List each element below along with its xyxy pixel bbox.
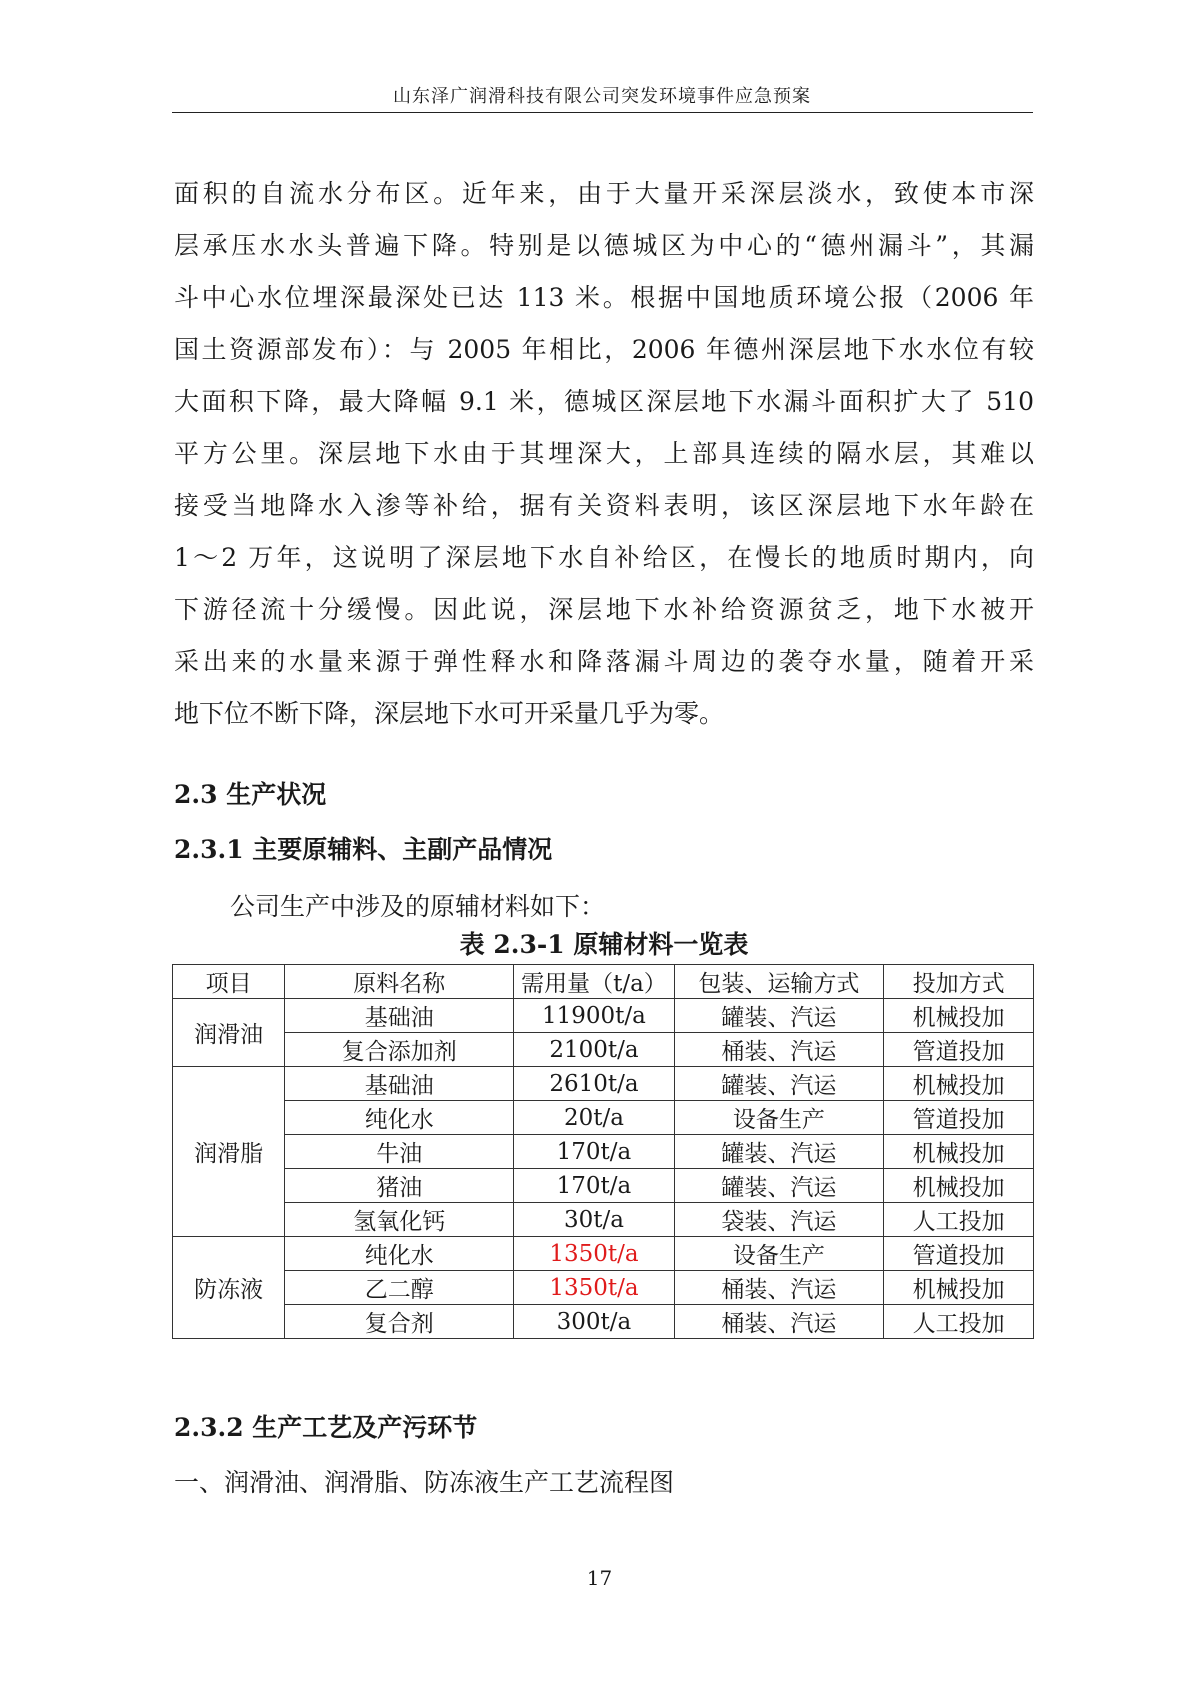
group-cell: 润滑油 <box>173 999 285 1067</box>
column-header: 项目 <box>173 965 285 999</box>
paragraph-line: 采出来的水量来源于弹性释水和降落漏斗周边的袭夺水量，随着开采 <box>174 647 1034 676</box>
feeding-cell: 机械投加 <box>884 999 1034 1033</box>
table-row <box>173 1033 1034 1067</box>
material-name-cell: 复合添加剂 <box>285 1033 514 1067</box>
packaging-cell: 罐装、汽运 <box>674 1169 883 1203</box>
table-caption: 表 2.3-1 原辅材料一览表 <box>459 930 749 959</box>
table-row <box>173 1169 1034 1203</box>
material-name-cell: 复合剂 <box>285 1305 514 1339</box>
paragraph-line: 地下位不断下降，深层地下水可开采量几乎为零。 <box>174 699 725 728</box>
paragraph-line: 1～2 万年，这说明了深层地下水自补给区，在慢长的地质时期内，向 <box>174 543 1034 572</box>
packaging-cell: 桶装、汽运 <box>674 1033 883 1067</box>
section-heading: 2.3 生产状况 <box>174 780 327 809</box>
table-row <box>173 1135 1034 1169</box>
feeding-cell: 机械投加 <box>884 1135 1034 1169</box>
amount-cell-highlighted: 1350t/a <box>514 1237 674 1271</box>
feeding-cell: 人工投加 <box>884 1305 1034 1339</box>
feeding-cell: 机械投加 <box>884 1067 1034 1101</box>
table-row <box>173 1067 1034 1101</box>
amount-cell-highlighted: 1350t/a <box>514 1271 674 1305</box>
column-header: 包装、运输方式 <box>674 965 883 999</box>
material-name-cell: 猪油 <box>285 1169 514 1203</box>
feeding-cell: 管道投加 <box>884 1101 1034 1135</box>
packaging-cell: 桶装、汽运 <box>674 1271 883 1305</box>
table-row <box>173 1271 1034 1305</box>
group-cell: 防冻液 <box>173 1237 285 1339</box>
amount-cell: 20t/a <box>514 1101 674 1135</box>
paragraph-line: 面积的自流水分布区。近年来，由于大量开采深层淡水，致使本市深 <box>174 179 1034 208</box>
table-row <box>173 1305 1034 1339</box>
table-row <box>173 1203 1034 1237</box>
header-divider <box>172 112 1033 113</box>
column-header: 需用量（t/a） <box>514 965 674 999</box>
paragraph-line: 层承压水水头普遍下降。特别是以德城区为中心的“德州漏斗”，其漏 <box>174 231 1034 260</box>
page-number: 17 <box>586 1566 613 1590</box>
amount-cell: 2610t/a <box>514 1067 674 1101</box>
table-header-row <box>173 965 1034 999</box>
paragraph-line: 国土资源部发布）：与 2005 年相比，2006 年德州深层地下水水位有较 <box>174 335 1034 364</box>
material-name-cell: 纯化水 <box>285 1237 514 1271</box>
material-name-cell: 基础油 <box>285 999 514 1033</box>
table-row <box>173 999 1034 1033</box>
amount-cell: 170t/a <box>514 1135 674 1169</box>
packaging-cell: 袋装、汽运 <box>674 1203 883 1237</box>
material-name-cell: 氢氧化钙 <box>285 1203 514 1237</box>
subsection-heading: 2.3.1 主要原辅料、主副产品情况 <box>174 835 553 864</box>
material-name-cell: 乙二醇 <box>285 1271 514 1305</box>
packaging-cell: 设备生产 <box>674 1237 883 1271</box>
material-name-cell: 纯化水 <box>285 1101 514 1135</box>
paragraph-line: 斗中心水位埋深最深处已达 113 米。根据中国地质环境公报（2006 年 <box>174 283 1034 312</box>
material-name-cell: 基础油 <box>285 1067 514 1101</box>
column-header: 原料名称 <box>285 965 514 999</box>
paragraph-line: 接受当地降水入渗等补给，据有关资料表明，该区深层地下水年龄在 <box>174 491 1034 520</box>
amount-cell: 170t/a <box>514 1169 674 1203</box>
packaging-cell: 罐装、汽运 <box>674 1135 883 1169</box>
packaging-cell: 桶装、汽运 <box>674 1305 883 1339</box>
packaging-cell: 罐装、汽运 <box>674 1067 883 1101</box>
paragraph-line: 下游径流十分缓慢。因此说，深层地下水补给资源贫乏，地下水被开 <box>174 595 1034 624</box>
amount-cell: 300t/a <box>514 1305 674 1339</box>
feeding-cell: 管道投加 <box>884 1033 1034 1067</box>
page-header: 山东泽广润滑科技有限公司突发环境事件应急预案 <box>393 86 811 107</box>
table-row <box>173 1237 1034 1271</box>
table-intro-text: 公司生产中涉及的原辅材料如下： <box>230 892 606 921</box>
feeding-cell: 机械投加 <box>884 1169 1034 1203</box>
amount-cell: 2100t/a <box>514 1033 674 1067</box>
feeding-cell: 机械投加 <box>884 1271 1034 1305</box>
packaging-cell: 设备生产 <box>674 1101 883 1135</box>
feeding-cell: 管道投加 <box>884 1237 1034 1271</box>
amount-cell: 11900t/a <box>514 999 674 1033</box>
body-paragraph <box>174 168 1034 740</box>
subsection-title: 一、润滑油、润滑脂、防冻液生产工艺流程图 <box>174 1468 675 1497</box>
group-cell: 润滑脂 <box>173 1067 285 1237</box>
column-header: 投加方式 <box>884 965 1034 999</box>
packaging-cell: 罐装、汽运 <box>674 999 883 1033</box>
amount-cell: 30t/a <box>514 1203 674 1237</box>
table-row <box>173 1101 1034 1135</box>
materials-table <box>172 964 1034 1339</box>
feeding-cell: 人工投加 <box>884 1203 1034 1237</box>
material-name-cell: 牛油 <box>285 1135 514 1169</box>
paragraph-line: 平方公里。深层地下水由于其埋深大，上部具连续的隔水层，其难以 <box>174 439 1034 468</box>
paragraph-line: 大面积下降，最大降幅 9.1 米，德城区深层地下水漏斗面积扩大了 510 <box>174 387 1034 416</box>
subsection-heading: 2.3.2 生产工艺及产污环节 <box>174 1413 478 1442</box>
